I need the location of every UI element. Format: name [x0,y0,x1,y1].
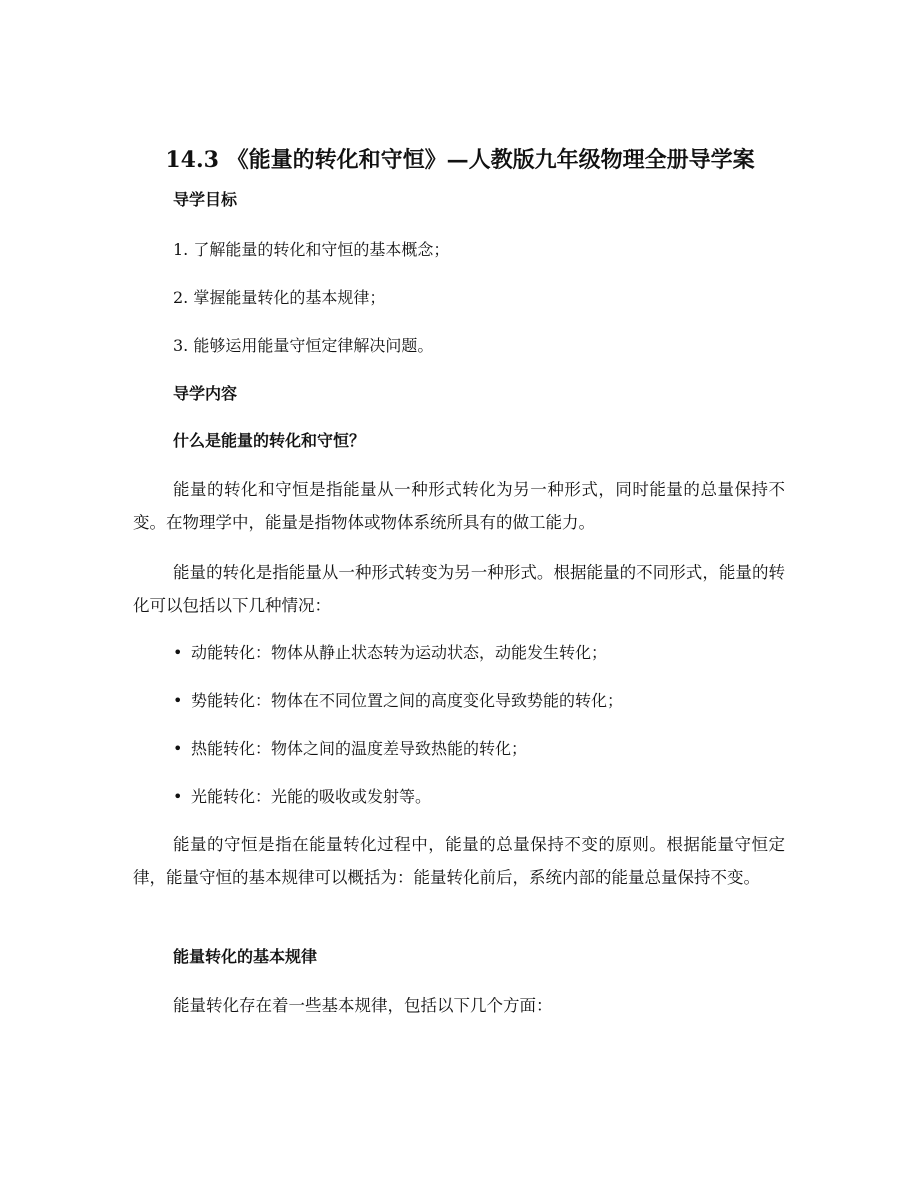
paragraph-conversion: 能量的转化是指能量从一种形式转变为另一种形式。根据能量的不同形式，能量的转化可以包括以下几种情况： [133,563,785,615]
bullet-item-kinetic [173,642,607,664]
bullet-text: 热能转化：物体之间的温度差导致热能的转化； [191,739,528,758]
bullet-item-potential [173,690,623,712]
heading-content: 导学内容 [173,384,238,403]
document-title: 14.3 《能量的转化和守恒》—人教版九年级物理全册导学案 [165,147,755,173]
heading-goals: 导学目标 [173,190,238,209]
goal-item-1: 1. 了解能量的转化和守恒的基本概念； [173,240,450,259]
bullet-text: 光能转化：光能的吸收或发射等。 [191,787,432,806]
paragraph-definition: 能量的转化和守恒是指能量从一种形式转化为另一种形式，同时能量的总量保持不变。在物理学中，能量是指物体或物体系统所具有的做工能力。 [133,480,785,532]
paragraph-rules: 能量转化存在着一些基本规律，包括以下几个方面： [173,996,553,1015]
bullet-text: 势能转化：物体在不同位置之间的高度变化导致势能的转化； [191,691,624,710]
heading-rules: 能量转化的基本规律 [173,947,318,966]
subheading-what-is: 什么是能量的转化和守恒？ [173,431,366,450]
goal-item-3: 3. 能够运用能量守恒定律解决问题。 [173,336,434,355]
bullet-dot: • [173,691,183,710]
bullet-text: 动能转化：物体从静止状态转为运动状态，动能发生转化； [191,643,608,662]
goal-item-2: 2. 掌握能量转化的基本规律； [173,288,386,307]
bullet-item-thermal [173,738,527,760]
bullet-item-light [173,786,431,808]
bullet-dot: • [173,787,183,806]
bullet-dot: • [173,739,183,758]
paragraph-conservation: 能量的守恒是指在能量转化过程中，能量的总量保持不变的原则。根据能量守恒定律，能量守恒的基本规律可以概括为：能量转化前后，系统内部的能量总量保持不变。 [133,835,785,887]
bullet-dot: • [173,643,183,662]
